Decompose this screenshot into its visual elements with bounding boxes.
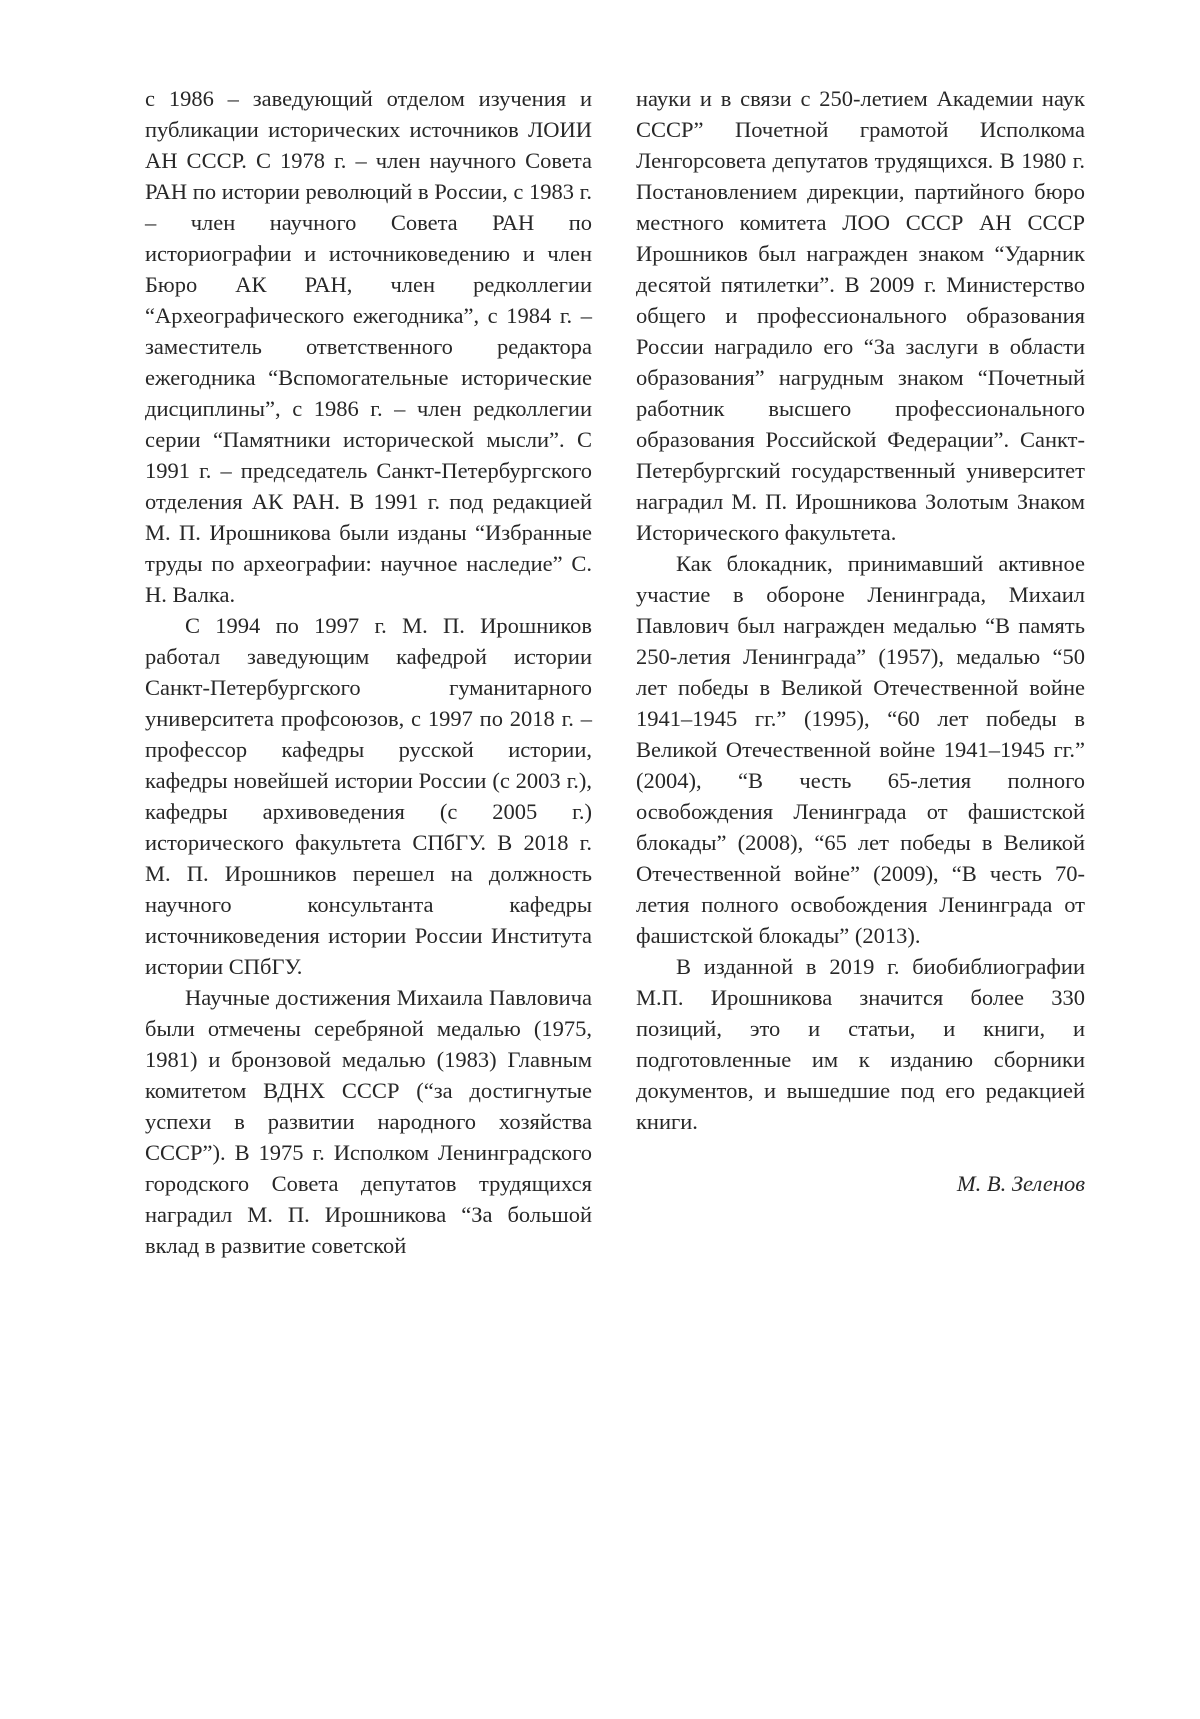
paragraph: С 1994 по 1997 г. М. П. Ирошников работал заведующим кафедрой истории Санкт-Петербургского гуманитарного университета профсоюзов, с 1997 по 2018 г. – профессор кафедры русской истории, кафедры новейшей истории России (с 2003 г.), кафедры архивоведения (с 2005 г.) исторического факультета СПбГУ. В 2018 г. М. П. Ирошников перешел на должность научного консультанта кафедры источниковедения истории России Института истории СПбГУ. bbox=[145, 613, 592, 979]
right-column bbox=[636, 83, 1085, 1199]
paragraph: Научные достижения Михаила Павловича были отмечены серебряной медалью (1975, 1981) и бронзовой медалью (1983) Главным комитетом ВДНХ СССР (“за достигнутые успехи в развитии народного хозяйства СССР”). В 1975 г. Исполком Ленинградского городского Совета депутатов трудящихся наградил М. П. Ирошникова “За большой вклад в развитие советской bbox=[145, 985, 592, 1258]
left-column bbox=[145, 83, 592, 1261]
paragraph: с 1986 – заведующий отделом изучения и публикации исторических источников ЛОИИ АН СССР. С 1978 г. – член научного Совета РАН по истории революций в России, с 1983 г. – член научного Совета РАН по историографии и источниковедению и член Бюро АК РАН, член редколлегии “Археографического ежегодника”, с 1984 г. – заместитель ответственного редактора ежегодника “Вспомогательные исторические дисциплины”, с 1986 г. – член редколлегии серии “Памятники исторической мысли”. С 1991 г. – председатель Санкт-Петербургского отделения АК РАН. В 1991 г. под редакцией М. П. Ирошникова были изданы “Избранные труды по археографии: научное наследие” С. Н. Валка. bbox=[145, 86, 592, 607]
author-signature: М. В. Зеленов bbox=[956, 1171, 1085, 1196]
left-column-paragraphs bbox=[145, 83, 592, 1261]
paragraph: В изданной в 2019 г. биобиблиографии М.П. Ирошникова значится более 330 позиций, это и статьи, и книги, и подготовленные им к изданию сборники документов, и вышедшие под его редакцией книги. bbox=[636, 954, 1085, 1134]
paragraph: Как блокадник, принимавший активное участие в обороне Ленинграда, Михаил Павлович был награжден медалью “В память 250-летия Ленинграда” (1957), медалью “50 лет победы в Великой Отечественной войне 1941–1945 гг.” (1995), “60 лет победы в Великой Отечественной войне 1941–1945 гг.” (2004), “В честь 65-летия полного освобождения Ленинграда от фашистской блокады” (2008), “65 лет победы в Великой Отечественной войне” (2009), “В честь 70-летия полного освобождения Ленинграда от фашистской блокады” (2013). bbox=[636, 551, 1085, 948]
right-column-paragraphs bbox=[636, 83, 1085, 1137]
paragraph: науки и в связи с 250-летием Академии наук СССР” Почетной грамотой Исполкома Ленгорсовета депутатов трудящихся. В 1980 г. Постановлением дирекции, партийного бюро местного комитета ЛОО СССР АН СССР Ирошников был награжден знаком “Ударник десятой пятилетки”. В 2009 г. Министерство общего и профессионального образования России наградило его “За заслуги в области образования” нагрудным знаком “Почетный работник высшего профессионального образования Российской Федерации”. Санкт-Петербургский государственный университет наградил М. П. Ирошникова Золотым Знаком Исторического факультета. bbox=[636, 86, 1085, 545]
